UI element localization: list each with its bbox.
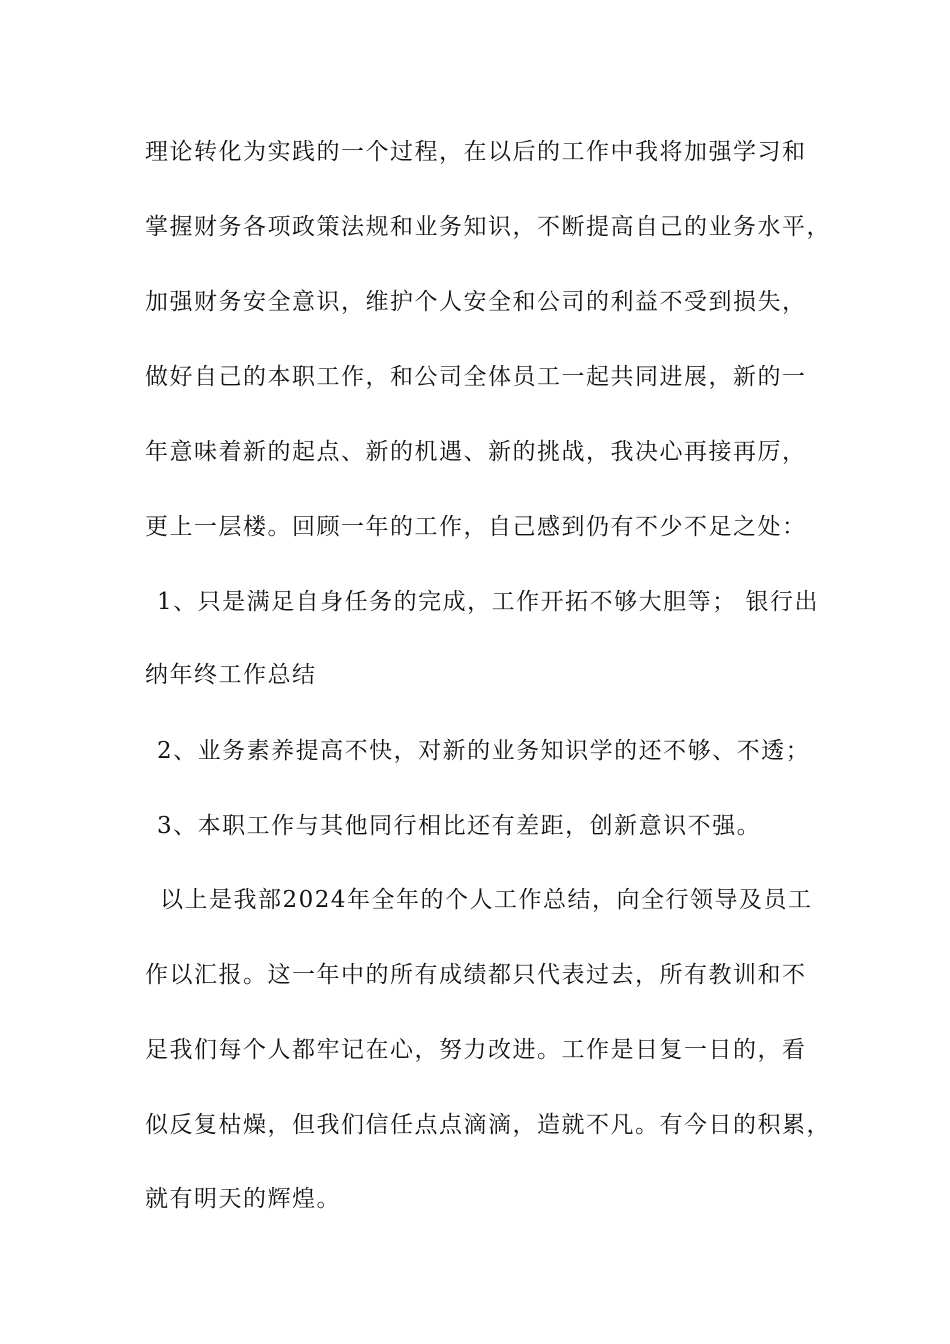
text-line: 作以汇报。这一年中的所有成绩都只代表过去，所有教训和不 [145, 962, 807, 988]
text-line: 似反复枯燥，但我们信任点点滴滴，造就不凡。有今日的积累， [145, 1112, 831, 1138]
text-line: 纳年终工作总结 [145, 662, 317, 688]
text-line: 加强财务安全意识，维护个人安全和公司的利益不受到损失， [145, 289, 807, 315]
list-item: 2、业务素养提高不快，对新的业务知识学的还不够、不透； [157, 738, 811, 764]
list-item: 1、只是满足自身任务的完成，工作开拓不够大胆等； 银行出 [157, 589, 819, 615]
paragraph-start: 以上是我部2024年全年的个人工作总结，向全行领导及员工 [160, 887, 813, 913]
text-line: 掌握财务各项政策法规和业务知识，不断提高自己的业务水平， [145, 214, 831, 240]
text-line: 年意味着新的起点、新的机遇、新的挑战，我决心再接再厉， [145, 439, 807, 465]
text-line: 做好自己的本职工作，和公司全体员工一起共同进展，新的一 [145, 364, 807, 390]
list-item: 3、本职工作与其他同行相比还有差距，创新意识不强。 [157, 813, 762, 839]
text-line: 足我们每个人都牢记在心，努力改进。工作是日复一日的，看 [145, 1037, 807, 1063]
text-line: 理论转化为实践的一个过程，在以后的工作中我将加强学习和 [145, 139, 807, 165]
text-line: 更上一层楼。回顾一年的工作，自己感到仍有不少不足之处： [145, 514, 807, 540]
text-line: 就有明天的辉煌。 [145, 1186, 341, 1212]
